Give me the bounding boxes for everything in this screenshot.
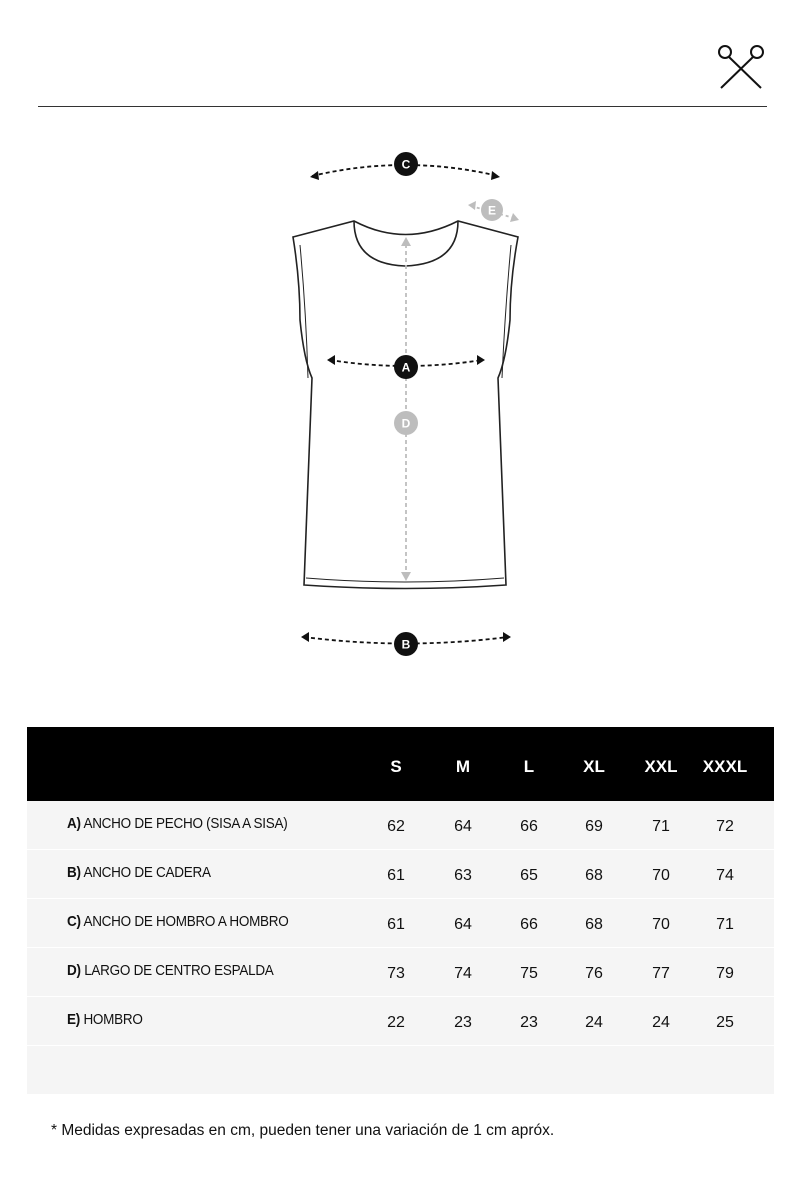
table-row xyxy=(27,948,774,997)
size-header-s: S xyxy=(390,757,402,776)
measure-d-arrow xyxy=(401,237,411,581)
size-header-m: M xyxy=(455,757,471,776)
table-row xyxy=(27,850,774,899)
tank-top-diagram xyxy=(270,140,540,670)
cell-value: 71 xyxy=(716,916,734,933)
cell-value: 61 xyxy=(387,867,405,884)
cell-value: 68 xyxy=(585,916,603,933)
row-label: A) ANCHO DE PECHO (SISA A SISA) xyxy=(67,815,288,832)
svg-text:C: C xyxy=(401,157,411,172)
cell-value: 63 xyxy=(454,867,472,884)
cell-value: 64 xyxy=(454,916,472,933)
badge-d xyxy=(394,411,418,435)
cell-value: 61 xyxy=(387,916,405,933)
table-row xyxy=(27,801,774,850)
scissors-icon xyxy=(716,42,766,90)
badge-a xyxy=(394,355,418,379)
table-row xyxy=(27,997,774,1046)
row-label: C) ANCHO DE HOMBRO A HOMBRO xyxy=(67,913,289,930)
row-label: E) HOMBRO xyxy=(67,1011,143,1028)
svg-text:D: D xyxy=(401,416,411,431)
svg-text:B: B xyxy=(401,637,411,652)
cell-value: 24 xyxy=(652,1014,670,1031)
cell-value: 70 xyxy=(652,916,670,933)
cell-value: 79 xyxy=(716,965,734,982)
cell-value: 23 xyxy=(520,1014,538,1031)
svg-text:E: E xyxy=(487,203,497,218)
size-header-xxxl: XXXL xyxy=(702,757,748,776)
badge-c xyxy=(394,152,418,176)
cell-value: 23 xyxy=(454,1014,472,1031)
cell-value: 65 xyxy=(520,867,538,884)
cell-value: 71 xyxy=(652,818,670,835)
cell-value: 62 xyxy=(387,818,405,835)
table-filler-row xyxy=(27,1046,774,1094)
header-divider xyxy=(38,106,767,107)
cell-value: 77 xyxy=(652,965,670,982)
cell-value: 73 xyxy=(387,965,405,982)
cell-value: 74 xyxy=(716,867,734,884)
cell-value: 74 xyxy=(454,965,472,982)
cell-value: 66 xyxy=(520,916,538,933)
cell-value: 22 xyxy=(387,1014,405,1031)
size-header-xl: XL xyxy=(583,757,605,776)
cell-value: 72 xyxy=(716,818,734,835)
measurement-footnote: * Medidas expresadas en cm, pueden tener una variación de 1 cm apróx. xyxy=(51,1122,555,1139)
size-table-body xyxy=(27,801,774,1094)
table-row xyxy=(27,899,774,948)
cell-value: 68 xyxy=(585,867,603,884)
cell-value: 69 xyxy=(585,818,603,835)
size-table-header xyxy=(27,727,774,801)
row-label: B) ANCHO DE CADERA xyxy=(67,864,211,881)
badge-b xyxy=(394,632,418,656)
row-label: D) LARGO DE CENTRO ESPALDA xyxy=(67,962,274,979)
cell-value: 75 xyxy=(520,965,538,982)
cell-value: 76 xyxy=(585,965,603,982)
size-header-xxl: XXL xyxy=(644,757,678,776)
cell-value: 70 xyxy=(652,867,670,884)
svg-text:A: A xyxy=(401,360,411,375)
cell-value: 25 xyxy=(716,1014,734,1031)
cell-value: 24 xyxy=(585,1014,603,1031)
size-header-l: L xyxy=(523,757,535,776)
badge-e xyxy=(481,199,503,221)
cell-value: 66 xyxy=(520,818,538,835)
cell-value: 64 xyxy=(454,818,472,835)
